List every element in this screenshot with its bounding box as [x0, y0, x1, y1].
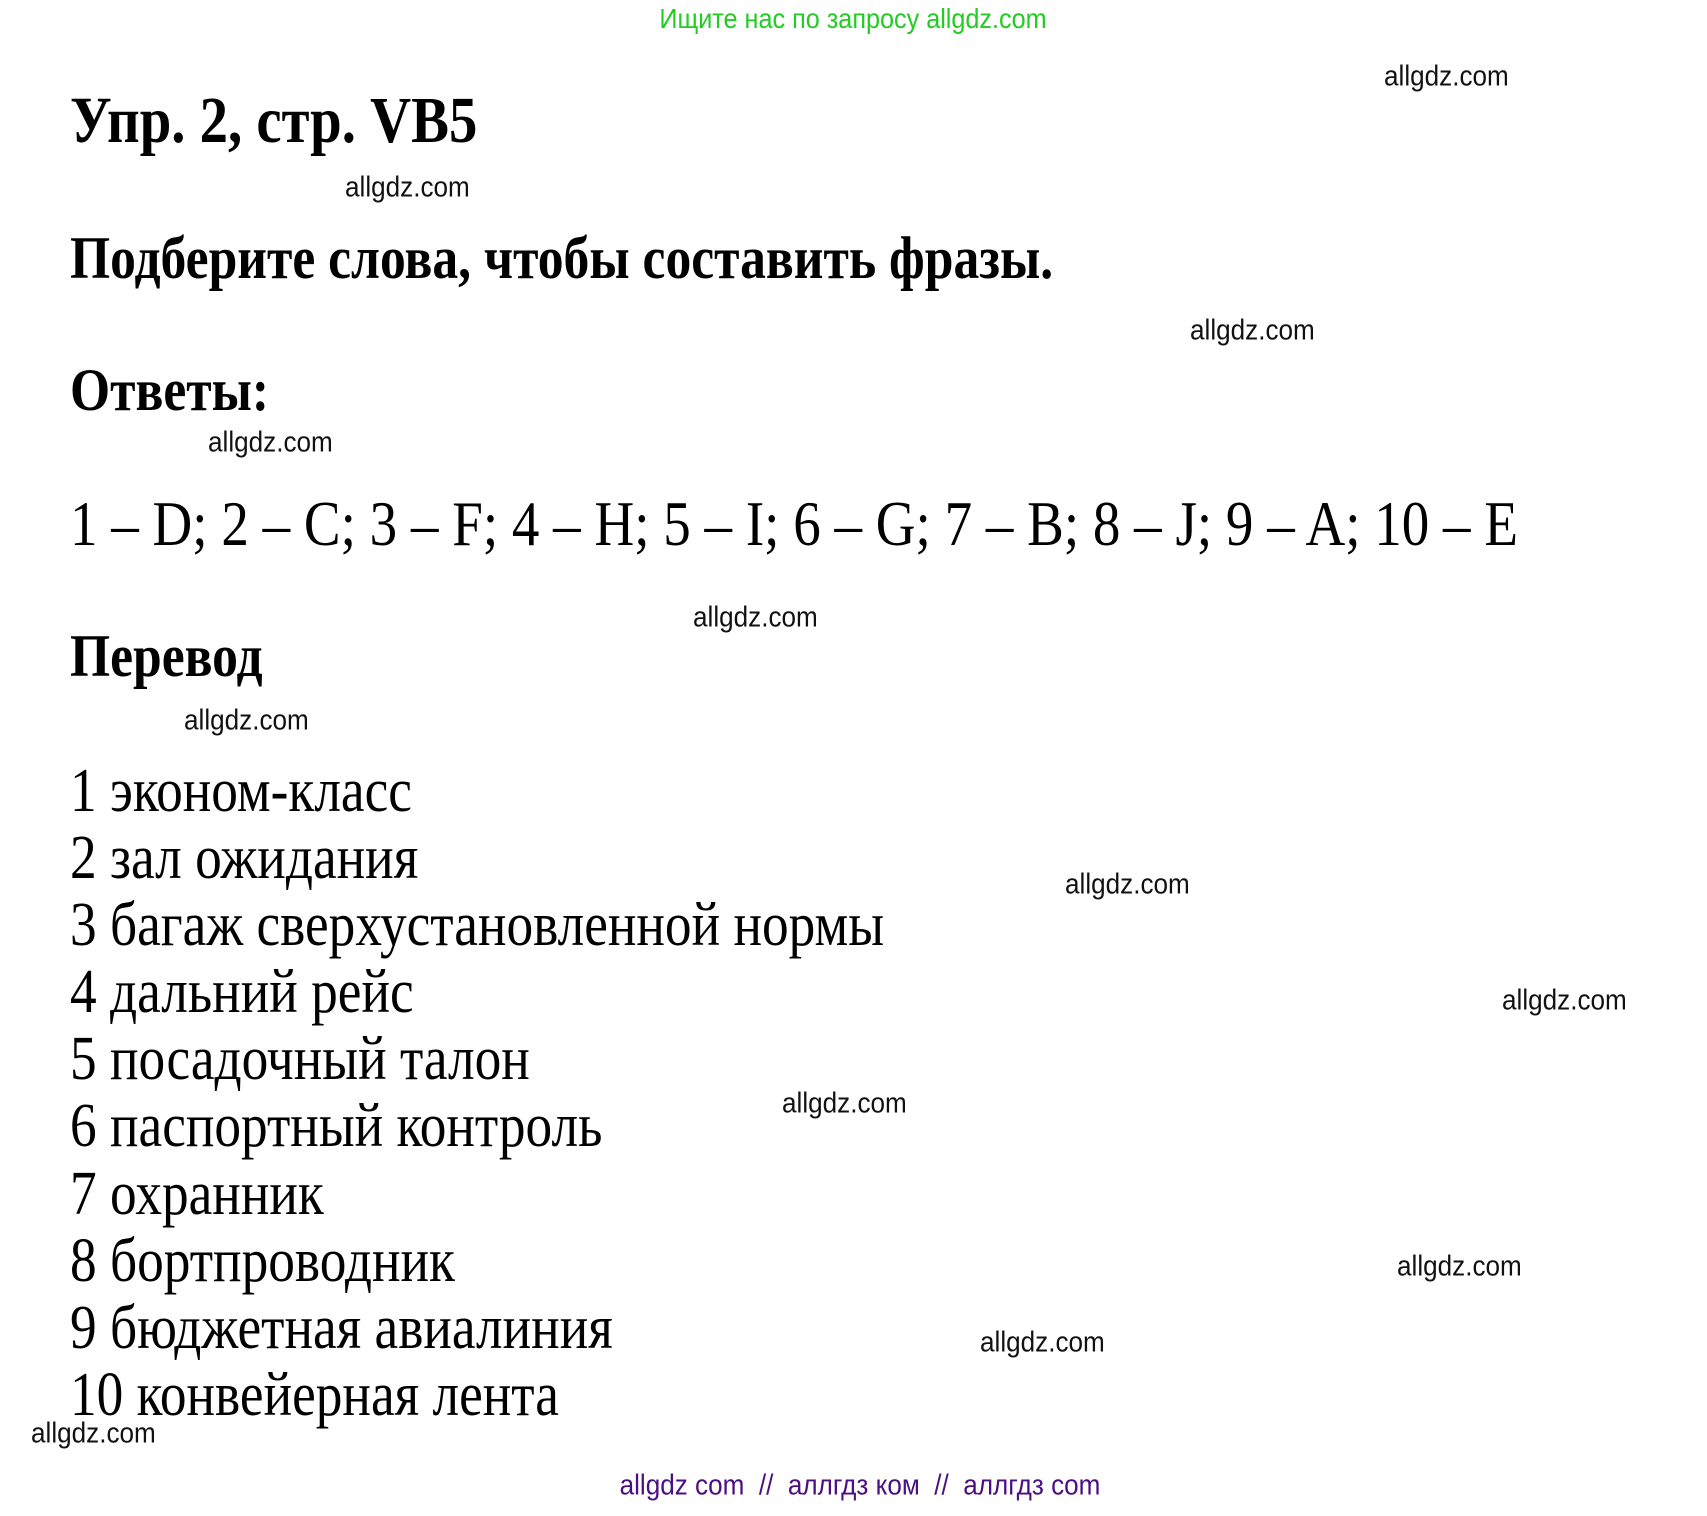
watermark: allgdz.com: [1190, 314, 1315, 347]
list-item: 7 охранник: [70, 1160, 324, 1228]
answers-line: 1 – D; 2 – C; 3 – F; 4 – H; 5 – I; 6 – G; 7 – B; 8 – J; 9 – A; 10 – E: [70, 488, 1518, 559]
top-banner[interactable]: Ищите нас по запросу allgdz.com: [659, 3, 1047, 34]
list-item: 9 бюджетная авиалиния: [70, 1294, 613, 1362]
translation-heading: Перевод: [70, 623, 263, 689]
list-item: 2 зал ожидания: [70, 824, 419, 892]
list-item: 6 паспортный контроль: [70, 1092, 603, 1160]
watermark: allgdz.com: [1397, 1250, 1522, 1283]
watermark: allgdz.com: [184, 704, 309, 737]
watermark: allgdz.com: [31, 1417, 156, 1450]
list-item: 3 багаж сверхустановленной нормы: [70, 891, 885, 959]
watermark: allgdz.com: [782, 1087, 907, 1120]
watermark: allgdz.com: [1384, 60, 1509, 93]
answers-heading: Ответы:: [70, 357, 270, 423]
page-title: Упр. 2, стр. VB5: [70, 84, 478, 157]
watermark: allgdz.com: [208, 426, 333, 459]
list-item: 4 дальний рейс: [70, 958, 414, 1026]
task-instruction: Подберите слова, чтобы составить фразы.: [70, 225, 1054, 291]
watermark: allgdz.com: [345, 171, 470, 204]
list-item: 8 бортпроводник: [70, 1227, 455, 1295]
list-item: 10 конвейерная лента: [70, 1361, 559, 1429]
footer-links[interactable]: allgdz com // аллгдз ком // аллгдз com: [619, 1469, 1101, 1502]
list-item: 1 эконом-класс: [70, 757, 412, 825]
watermark: allgdz.com: [1502, 984, 1627, 1017]
list-item: 5 посадочный талон: [70, 1025, 530, 1093]
watermark: allgdz.com: [1065, 868, 1190, 901]
watermark: allgdz.com: [693, 601, 818, 634]
watermark: allgdz.com: [980, 1326, 1105, 1359]
